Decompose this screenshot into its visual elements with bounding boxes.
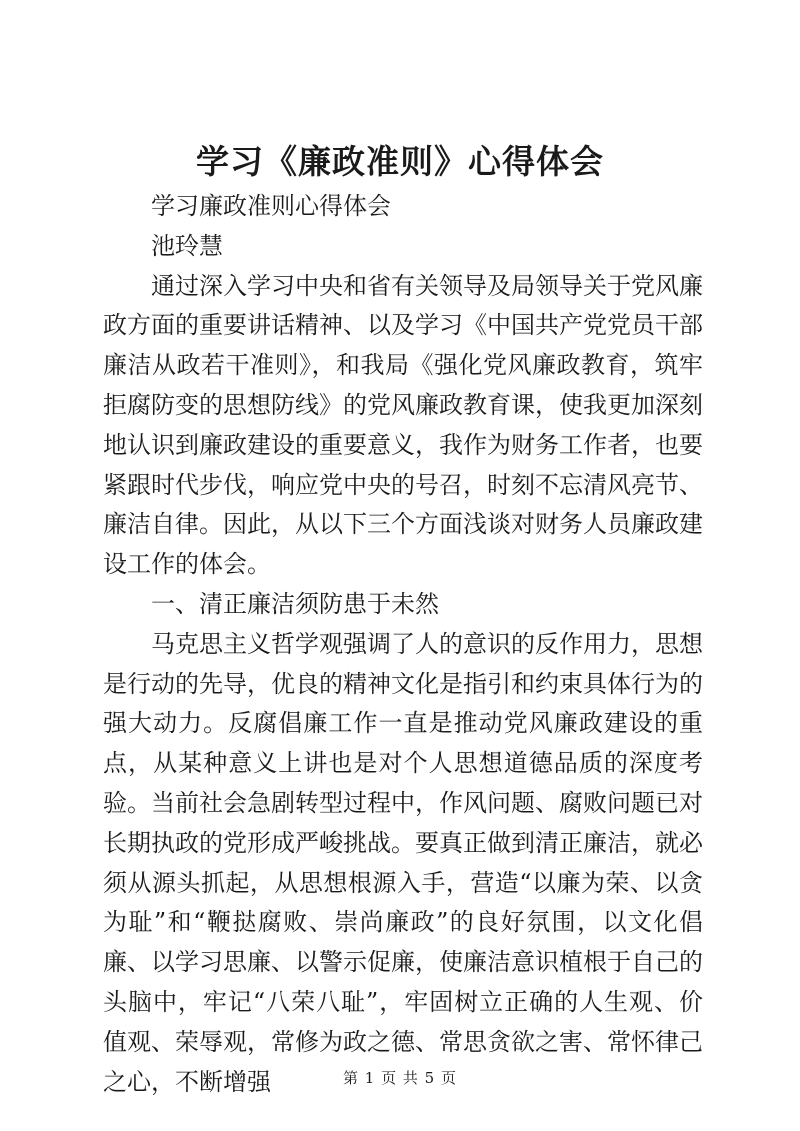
- intro-paragraph: 通过深入学习中央和省有关领导及局领导关于党风廉政方面的重要讲话精神、以及学习《中国共产党党员干部廉洁从政若干准则》，和我局《强化党风廉政教育，筑牢拒腐防变的思想防线》的党风廉政教育课，使我更加深刻地认识到廉政建设的重要意义，我作为财务工作者，也要紧跟时代步伐，响应党中央的号召，时刻不忘清风亮节、廉洁自律。因此，从以下三个方面浅谈对财务人员廉政建设工作的体会。: [103, 271, 703, 579]
- page-footer: 第 1 页 共 5 页: [343, 1069, 457, 1087]
- section-paragraph: 马克思主义哲学观强调了人的意识的反作用力，思想是行动的先导，优良的精神文化是指引和约束具体行为的强大动力。反腐倡廉工作一直是推动党风廉政建设的重点，从某种意义上讲也是对个人思想道德品质的深度考验。当前社会急剧转型过程中，作风问题、腐败问题已对长期执政的党形成严峻挑战。要真正做到清正廉洁，就必须从源头抓起，从思想根源入手，营造“以廉为荣、以贪为耻”和“鞭挞腐败、崇尚廉政”的良好氛围，以文化倡廉、以学习思廉、以警示促廉，使廉洁意识植根于自己的头脑中，牢记“八荣八耻”，牢固树立正确的人生观、价值观、荣辱观，常修为政之德、常思贪欲之害、常怀律己之心，不断增强: [103, 629, 703, 1096]
- subtitle-paragraph: 学习廉政准则心得体会: [151, 192, 391, 220]
- author-paragraph: 池玲慧: [151, 231, 223, 260]
- section-heading: 一、清正廉洁须防患于未然: [151, 589, 439, 618]
- document-title: 学习《廉政准则》心得体会: [196, 142, 604, 181]
- document-body: [103, 187, 703, 1102]
